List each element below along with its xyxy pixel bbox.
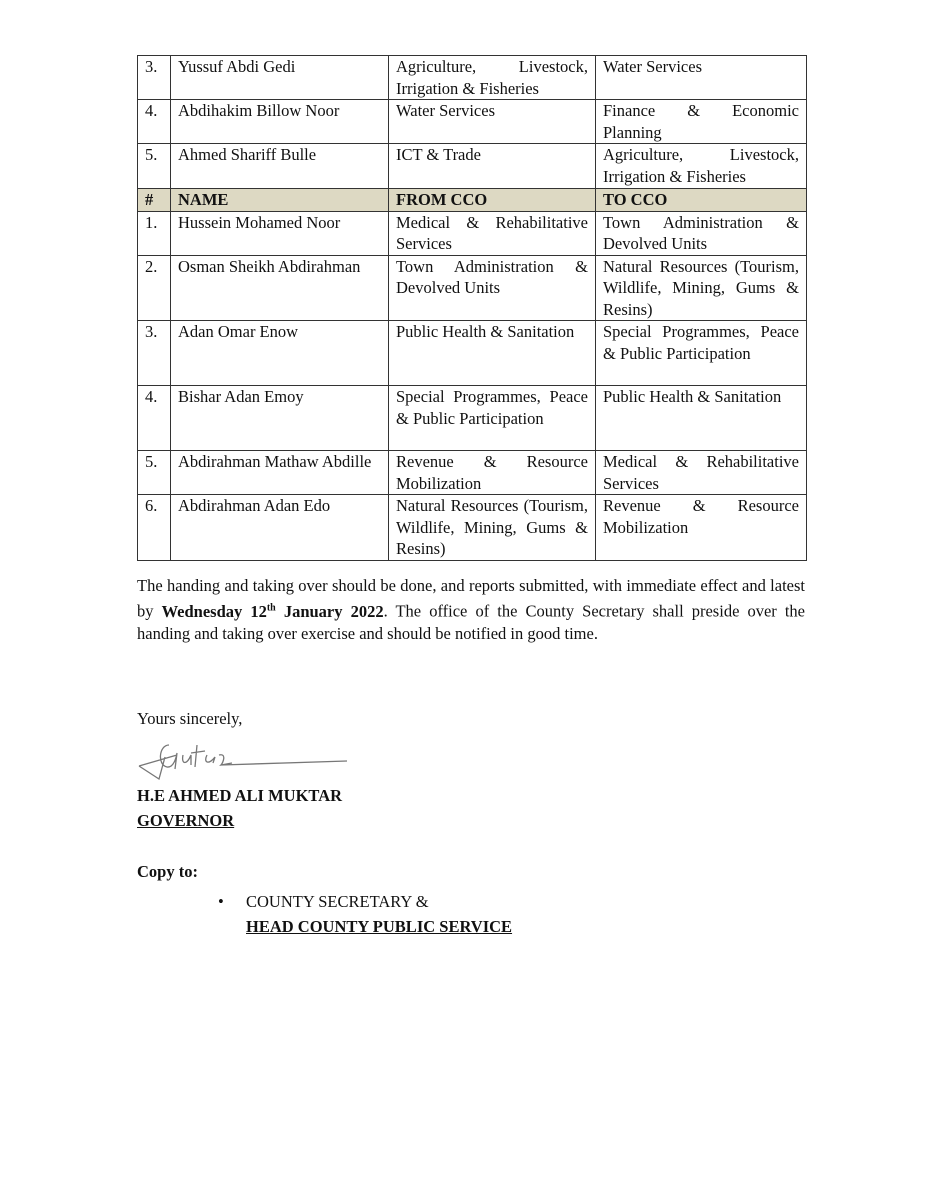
table-row [138, 211, 807, 255]
closing: Yours sincerely, [137, 709, 243, 728]
cell-from: Natural Resources (Tourism, Wildlife, Mining, Gums & Resins) [389, 495, 596, 561]
cell-num: 5. [138, 144, 171, 189]
cell-to: Water Services [596, 56, 807, 100]
cell-name: Ahmed Shariff Bulle [171, 144, 389, 189]
cell-to: Special Programmes, Peace & Public Participation [596, 321, 807, 386]
para-text: The handing and taking over should be done, and reports submitted, with immediate effect and latest by [137, 576, 805, 621]
table-row [138, 144, 807, 189]
cell-to: Finance & Economic Planning [596, 100, 807, 144]
cell-from: Special Programmes, Peace & Public Participation [389, 386, 596, 451]
cell-from: Agriculture, Livestock, Irrigation & Fisheries [389, 56, 596, 100]
cell-to: Town Administration & Devolved Units [596, 211, 807, 255]
cell-name: Osman Sheikh Abdirahman [171, 255, 389, 321]
table-row [138, 321, 807, 386]
table-row [138, 100, 807, 144]
copy-to-line1: COUNTY SECRETARY & [246, 892, 429, 911]
cell-num: 4. [138, 386, 171, 451]
signature-image [137, 733, 357, 785]
cell-to: Public Health & Sanitation [596, 386, 807, 451]
cell-name: Adan Omar Enow [171, 321, 389, 386]
table-row [138, 56, 807, 100]
cell-num: 6. [138, 495, 171, 561]
cell-num: 2. [138, 255, 171, 321]
cell-from: Public Health & Sanitation [389, 321, 596, 386]
cell-to: TO CCO [596, 189, 807, 212]
cell-num: 5. [138, 451, 171, 495]
cell-to: Agriculture, Livestock, Irrigation & Fisheries [596, 144, 807, 189]
cell-name: Abdihakim Billow Noor [171, 100, 389, 144]
cell-to: Natural Resources (Tourism, Wildlife, Mining, Gums & Resins) [596, 255, 807, 321]
para-text-2: . The office of the County Secretary shall preside over the handing and taking over exercise and should be notified in good time. [137, 601, 806, 643]
cell-name: NAME [171, 189, 389, 212]
deadline-date: Wednesday 12th January 2022 [161, 601, 384, 621]
cell-num: 3. [138, 321, 171, 386]
cell-from: Medical & Rehabilitative Services [389, 211, 596, 255]
cell-num: 1. [138, 211, 171, 255]
handover-paragraph [137, 575, 805, 645]
copy-to-line2: HEAD COUNTY PUBLIC SERVICE [246, 917, 513, 936]
cell-num: 4. [138, 100, 171, 144]
cell-from: Revenue & Resource Mobilization [389, 451, 596, 495]
cell-name: Bishar Adan Emoy [171, 386, 389, 451]
table-row [138, 386, 807, 451]
cell-num: # [138, 189, 171, 212]
cell-to: Revenue & Resource Mobilization [596, 495, 807, 561]
table-row [138, 451, 807, 495]
cell-name: Abdirahman Mathaw Abdille [171, 451, 389, 495]
table-row [138, 495, 807, 561]
cell-to: Medical & Rehabilitative Services [596, 451, 807, 495]
bullet-icon: • [218, 892, 224, 911]
cell-name: Hussein Mohamed Noor [171, 211, 389, 255]
cell-from: ICT & Trade [389, 144, 596, 189]
copy-to-label: Copy to: [137, 862, 198, 881]
cell-from: Town Administration & Devolved Units [389, 255, 596, 321]
table-row [138, 255, 807, 321]
cell-num: 3. [138, 56, 171, 100]
table-header-row [138, 189, 807, 212]
cell-from: Water Services [389, 100, 596, 144]
signatory-name: H.E AHMED ALI MUKTAR [137, 786, 343, 805]
cell-name: Abdirahman Adan Edo [171, 495, 389, 561]
cell-from: FROM CCO [389, 189, 596, 212]
cell-name: Yussuf Abdi Gedi [171, 56, 389, 100]
transfer-table [137, 55, 807, 561]
signatory-title: GOVERNOR [137, 811, 235, 830]
